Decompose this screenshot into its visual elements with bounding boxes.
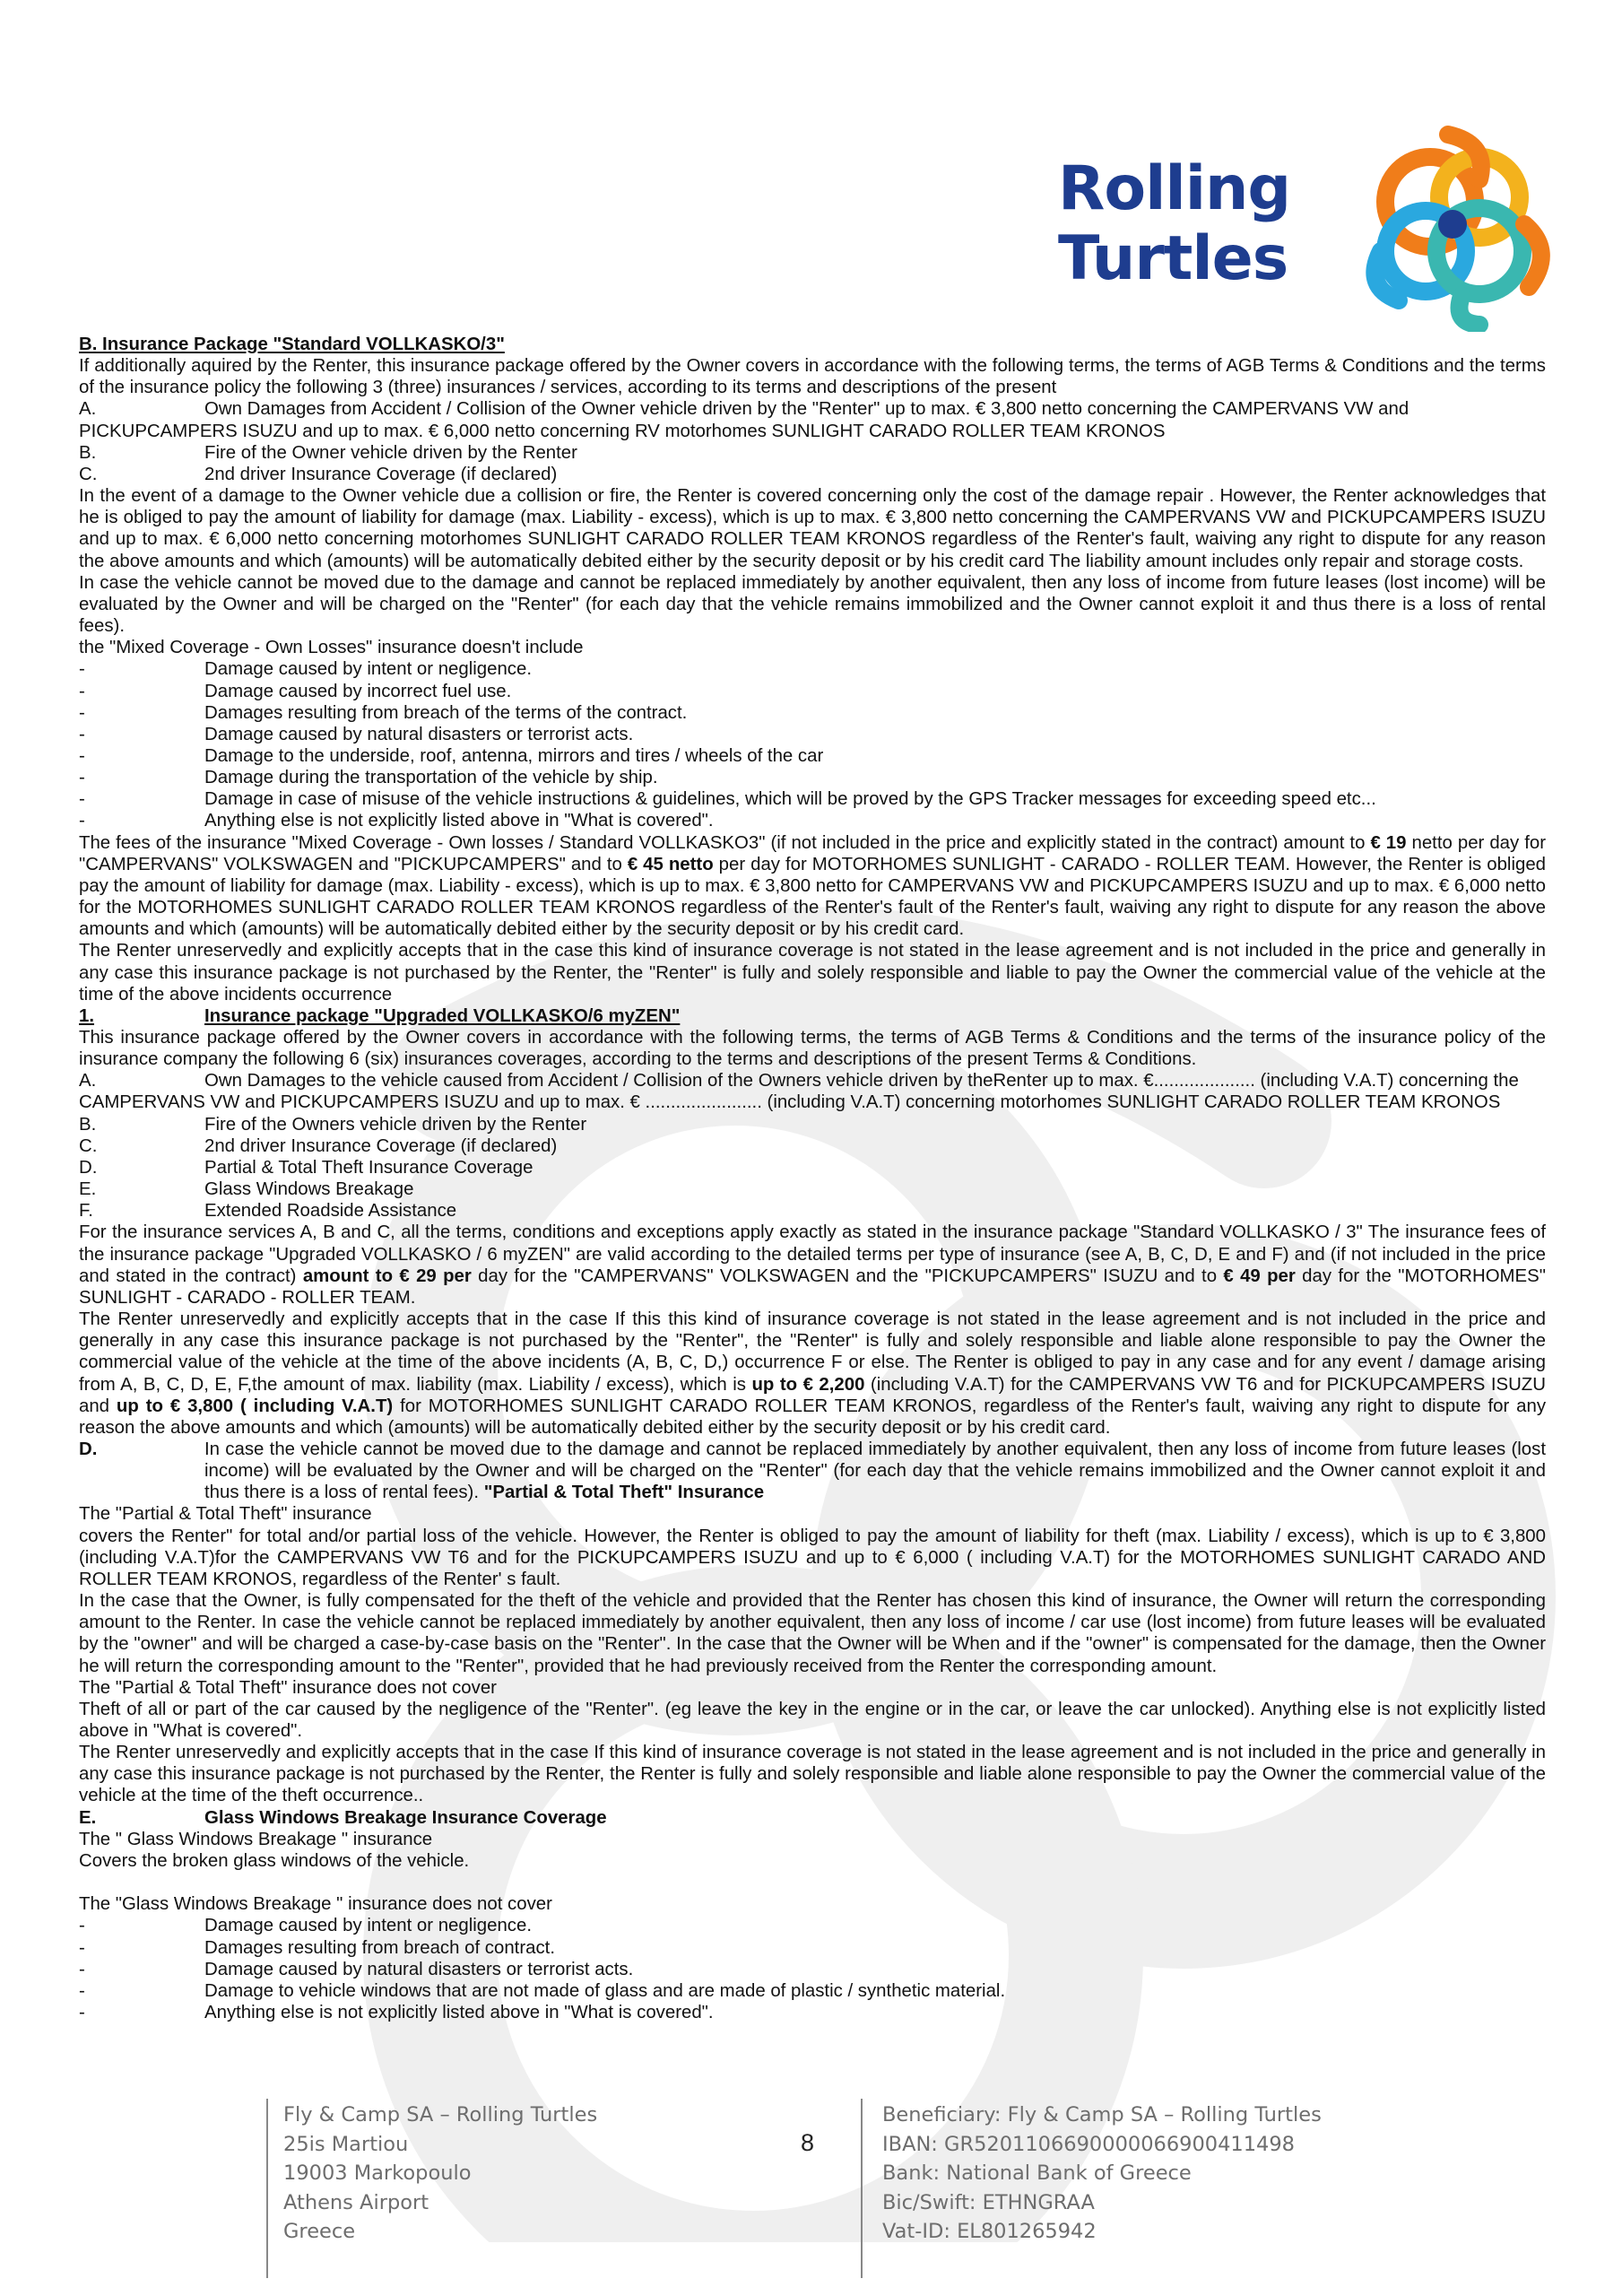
list-continuation: PICKUPCAMPERS ISUZU and up to max. € 6,000 netto concerning RV motorhomes SUNLIGHT CARADO ROLLER TEAM KRONOS bbox=[79, 421, 1166, 441]
paragraph-event: In the event of a damage to the Owner vehicle due a collision or fire, the Renter is covered concerning only the cost of the damage repair . However, the Renter acknowledges that he is obliged to pay the amount of liability for damage (max. Liability - excess), which is up to max. € 3,800 netto concerning the CAMPERVANS VW and PICKUPCAMPERS ISUZU and up to max. € 6,000 netto concerning motorhomes SUNLIGHT CARADO ROLLER TEAM KRONOS regardless of the Renter's fault, waiving any right to dispute for any reason the above amounts and which (amounts) will be automatically debited either by the security deposit or by his credit card The liability amount includes only repair and storage costs. bbox=[79, 486, 1546, 571]
exclusion-list bbox=[79, 658, 1546, 831]
bold-run: "Partial & Total Theft" Insurance bbox=[483, 1483, 765, 1503]
paragraph-intro: If additionally aquired by the Renter, this insurance package offered by the Owner covers in accordance with the following terms, the terms of AGB Terms & Conditions and the terms of the insurance policy the following 3 (three) insurances / services, according to its terms and descriptions of the present bbox=[79, 356, 1546, 398]
theft-heading: The "Partial & Total Theft" insurance bbox=[79, 1504, 372, 1525]
list-item bbox=[79, 658, 1546, 680]
list-item bbox=[79, 1915, 1546, 1936]
list-item bbox=[79, 1070, 1546, 1091]
bold-run: € 19 bbox=[1370, 832, 1407, 853]
list-item bbox=[79, 1135, 1546, 1157]
list-text: Damages resulting from breach of contract. bbox=[204, 1937, 555, 1958]
list-text: Fire of the Owners vehicle driven by the Renter bbox=[204, 1114, 587, 1135]
paragraph-fees bbox=[79, 832, 1546, 941]
bold-run: up to € 3,800 ( including V.A.T) bbox=[116, 1396, 394, 1416]
list-marker: - bbox=[79, 1937, 85, 1958]
bold-run: up to € 2,200 bbox=[751, 1374, 865, 1395]
spacer bbox=[79, 1872, 1546, 1893]
list-marker: C. bbox=[79, 464, 98, 484]
list-text: Damage caused by incorrect fuel use. bbox=[204, 681, 512, 701]
logo-mark-icon bbox=[1345, 117, 1560, 332]
paragraph-moved: In case the vehicle cannot be moved due to the damage and cannot be replaced immediately by another equivalent, then any loss of income from future leases (lost income) will be evaluated by the Owner and will be charged on the "Renter" (for each day that the vehicle remains immobilized and the Owner cannot exploit it and thus there is a loss of rental fees). bbox=[79, 572, 1546, 637]
heading-text: Glass Windows Breakage Insurance Coverage bbox=[204, 1807, 607, 1828]
bold-run: € 45 netto bbox=[627, 854, 714, 874]
list-text: Fire of the Owner vehicle driven by the Renter bbox=[204, 442, 577, 463]
section-1-heading bbox=[79, 1005, 1546, 1027]
list-item bbox=[79, 1114, 1546, 1135]
glass-exclusion-list bbox=[79, 1915, 1546, 2023]
list-item bbox=[79, 788, 1546, 810]
address-line: Athens Airport bbox=[283, 2190, 429, 2214]
section-d bbox=[79, 1439, 1546, 1503]
paragraph-package: This insurance package offered by the Owner covers in accordance with the following terms, the terms of AGB Terms & Conditions and the terms of the insurance policy of the insurance company the following 6 (six) insurances coverages, according to the terms and descriptions of the present Terms & Conditions. bbox=[79, 1028, 1546, 1070]
text-run: In case the vehicle cannot be moved due to the damage and cannot be replaced immediately by another equivalent, then any loss of income from future leases (lost income) will be evaluated by the Owner and will be charged on the "Renter" (for each day that the vehicle remains immobilized and the Owner cannot exploit it and thus there is a loss of rental fees). bbox=[204, 1439, 1546, 1503]
page-number: 8 bbox=[801, 2129, 815, 2156]
bank-line: Bic/Swift: ETHNGRAA bbox=[882, 2190, 1095, 2214]
list-marker: - bbox=[79, 811, 85, 831]
page-footer bbox=[0, 2099, 1622, 2278]
bank-line: IBAN: GR5201106690000066900411498 bbox=[882, 2132, 1295, 2156]
paragraph-services bbox=[79, 1222, 1546, 1309]
logo-line-1: Rolling bbox=[1058, 153, 1291, 224]
text-run: day for the "CAMPERVANS" VOLKSWAGEN and the "PICKUPCAMPERS" ISUZU and to bbox=[471, 1265, 1224, 1286]
list-item bbox=[79, 745, 1546, 767]
list-marker: - bbox=[79, 789, 85, 810]
list-item bbox=[79, 1937, 1546, 1959]
list-text: Damage to the underside, roof, antenna, mirrors and tires / wheels of the car bbox=[204, 745, 824, 766]
list-text bbox=[204, 1439, 1546, 1503]
logo-line-2: Turtles bbox=[1058, 223, 1288, 294]
list-marker: B. bbox=[79, 1114, 97, 1135]
list-item bbox=[79, 464, 1546, 485]
section-b-heading: B. Insurance Package "Standard VOLLKASKO/3" bbox=[79, 335, 505, 354]
list-item bbox=[79, 1980, 1546, 2002]
bank-line: Vat-ID: EL801265942 bbox=[882, 2220, 1097, 2243]
glass-not-cover: The "Glass Windows Breakage " insurance does not cover bbox=[79, 1894, 552, 1915]
heading-text: Insurance package "Upgraded VOLLKASKO/6 myZEN" bbox=[204, 1005, 681, 1026]
list-text: Damage in case of misuse of the vehicle instructions & guidelines, which will be proved by the GPS Tracker messages for exceeding speed etc... bbox=[204, 789, 1376, 810]
address-line: Fly & Camp SA – Rolling Turtles bbox=[283, 2103, 598, 2126]
list-text: Own Damages from Accident / Collision of the Owner vehicle driven by the "Renter" up to max. € 3,800 netto concerning the CAMPERVANS VW and bbox=[204, 399, 1409, 420]
list-text: Anything else is not explicitly listed above in "What is covered". bbox=[204, 2003, 714, 2023]
bank-line: Bank: National Bank of Greece bbox=[882, 2161, 1192, 2185]
list-text: Anything else is not explicitly listed above in "What is covered". bbox=[204, 811, 714, 831]
list-item bbox=[79, 442, 1546, 464]
list-text: Damage caused by natural disasters or terrorist acts. bbox=[204, 724, 634, 744]
text-run: The fees of the insurance "Mixed Coverage - Own losses / Standard VOLLKASKO3" (if not included in the price and explicitly stated in the contract) amount to bbox=[79, 832, 1371, 853]
text-run: (including V.A.T) for the CAMPERVANS VW T6 and for PICKUPCAMPERS ISUZU and bbox=[79, 1374, 1546, 1416]
list-item bbox=[79, 1157, 1546, 1178]
footer-divider bbox=[861, 2099, 863, 2278]
address-line: 25is Martiou bbox=[283, 2132, 409, 2156]
paragraph-compensation: In the case that the Owner, is fully compensated for the theft of the vehicle and provided that the Renter has chosen this kind of insurance, the Owner will return the corresponding amount to the Renter. In case the vehicle cannot be replaced immediately by another equivalent, then any loss of income / car use (lost income) from future leases will be evaluated by the "owner" and will be charged a case-by-case basis on the "Renter". In the case that the Owner will be When and if the "owner" is compensated for the damage, then the Owner he will return the corresponding amount to the "Renter", provided that he had previously received from the Renter the corresponding amount. bbox=[79, 1591, 1546, 1676]
footer-divider bbox=[266, 2099, 268, 2278]
list-marker: - bbox=[79, 702, 85, 723]
list-marker: A. bbox=[79, 399, 97, 420]
list-marker: D. bbox=[79, 1439, 98, 1459]
list-marker: F. bbox=[79, 1201, 93, 1222]
list-text: 2nd driver Insurance Coverage (if declared) bbox=[204, 464, 558, 484]
address-line: Greece bbox=[283, 2220, 356, 2243]
list-text: Damage caused by intent or negligence. bbox=[204, 1916, 533, 1936]
text-run: per day for MOTORHOMES SUNLIGHT - CARADO - ROLLER TEAM. However, the Renter is obliged pay the amount of liability for damage (max. Liability - excess), which is up to max. € 3,800 netto for CAMPERVANS VW and PICKUPCAMPERS ISUZU and up to max. € 6,000 netto for the MOTORHOMES SUNLIGHT CARADO ROLLER TEAM KRONOS regardless of the Renter's fault of the Renter's fault, waiving any right to dispute for any reason the above amounts and which (amounts) will be automatically debited either by the security deposit or by his credit card. bbox=[79, 854, 1547, 940]
list-item bbox=[79, 1178, 1546, 1200]
paragraph-negligence: Theft of all or part of the car caused by the negligence of the "Renter". (eg leave the key in the engine or in the car, or leave the car unlocked). Anything else is not explicitly listed above in "What is covered". bbox=[79, 1699, 1546, 1741]
heading-marker: E. bbox=[79, 1807, 97, 1828]
list-text: Glass Windows Breakage bbox=[204, 1179, 414, 1200]
list-text: Damage caused by intent or negligence. bbox=[204, 659, 533, 680]
bank-details bbox=[882, 2100, 1322, 2247]
list-marker: - bbox=[79, 724, 85, 744]
list-item bbox=[79, 1200, 1546, 1222]
list-marker: - bbox=[79, 1959, 85, 1979]
document-body bbox=[79, 334, 1546, 2023]
company-address bbox=[283, 2100, 597, 2247]
list-text: Damage to vehicle windows that are not made of glass and are made of plastic / synthetic material. bbox=[204, 1980, 1006, 2001]
paragraph-theft: covers the Renter" for total and/or partial loss of the vehicle. However, the Renter is obliged to pay the amount of liability for theft (max. Liability / excess), which is up to € 3,800 (including V.A.T)for the CAMPERVANS VW T6 and for the PICKUPCAMPERS ISUZU and up to € 6,000 ( including V.A.T) for the MOTORHOMES SUNLIGHT CARADO AND ROLLER TEAM KRONOS, regardless of the Renter' s fault. bbox=[79, 1526, 1546, 1589]
theft-not-cover: The "Partial & Total Theft" insurance does not cover bbox=[79, 1677, 497, 1698]
glass-heading: The " Glass Windows Breakage " insurance bbox=[79, 1829, 433, 1849]
list-item bbox=[79, 1959, 1546, 1980]
glass-covers: Covers the broken glass windows of the vehicle. bbox=[79, 1850, 470, 1871]
list-item bbox=[79, 398, 1546, 420]
list-text: 2nd driver Insurance Coverage (if declared) bbox=[204, 1135, 558, 1156]
bold-run: € 49 per bbox=[1223, 1265, 1296, 1286]
paragraph-unreserved-1: The Renter unreservedly and explicitly accepts that in the case this kind of insurance coverage is not stated in the lease agreement and is not included in the price and generally in any case this insurance package is not purchased by the Renter, the "Renter" is fully and solely responsible and liable to pay the Owner the commercial value of the vehicle at the time of the above incidents occurrence bbox=[79, 941, 1546, 1004]
text-run: for MOTORHOMES SUNLIGHT CARADO ROLLER TEAM KRONOS, regardless of the Renter's fault, waiving any right to dispute for any reason the above amounts and which (amounts) will be automatically debited either by the security deposit or by his credit card. bbox=[79, 1396, 1547, 1438]
list-item bbox=[79, 724, 1546, 745]
paragraph-unreserved-3: The Renter unreservedly and explicitly accepts that in the case If this kind of insurance coverage is not stated in the lease agreement and is not included in the price and generally in any case this insurance package is not purchased by the Renter, the Renter is fully and solely responsible and liable alone responsible to pay the Owner the commercial value of the vehicle at the time of the theft occurrence.. bbox=[79, 1743, 1546, 1806]
address-line: 19003 Markopoulo bbox=[283, 2161, 472, 2185]
list-marker: - bbox=[79, 768, 85, 788]
list-marker: A. bbox=[79, 1071, 97, 1091]
list-marker: - bbox=[79, 1980, 85, 2001]
heading-marker: 1. bbox=[79, 1005, 95, 1026]
list-text: Partial & Total Theft Insurance Coverage bbox=[204, 1157, 533, 1178]
list-text: Own Damages to the vehicle caused from Accident / Collision of the Owners vehicle driven by theRenter up to max. €.................... (including V.A.T) concerning the bbox=[204, 1071, 1519, 1091]
list-item bbox=[79, 767, 1546, 788]
text-run: day for the "MOTORHOMES" SUNLIGHT - CARADO - ROLLER TEAM. bbox=[79, 1265, 1546, 1308]
list-text: Damage during the transportation of the vehicle by ship. bbox=[204, 768, 658, 788]
list-item bbox=[79, 681, 1546, 702]
company-logo bbox=[1058, 117, 1560, 332]
text-run: netto per day for "CAMPERVANS" VOLKSWAGEN and "PICKUPCAMPERS" and to bbox=[79, 832, 1547, 874]
list-continuation: CAMPERVANS VW and PICKUPCAMPERS ISUZU and up to max. € ....................... (including V.A.T) concerning motorhomes SUNLIGHT CARADO ROLLER TEAM KRONOS bbox=[79, 1092, 1501, 1113]
list-marker: - bbox=[79, 681, 85, 701]
text-run: The Renter unreservedly and explicitly accepts that in the case If this this kind of insurance coverage is not stated in the lease agreement and is not included in the price and generally in any case this insurance package is not purchased by the "Renter", the "Renter" is fully and solely responsible and liable alone responsible to pay the Owner the commercial value of the vehicle at the time of the above incidents (A, B, C, D,) occurrence F or else. The Renter is obliged to pay in any case and for any event / damage arising from A, B, C, D, E, F,the amount of max. liability (max. Liability / excess), which is bbox=[79, 1309, 1546, 1395]
bank-line: Beneficiary: Fly & Camp SA – Rolling Turtles bbox=[882, 2103, 1322, 2126]
paragraph-unreserved-2 bbox=[79, 1309, 1546, 1439]
list-marker: E. bbox=[79, 1179, 97, 1200]
list-marker: - bbox=[79, 659, 85, 680]
list-item bbox=[79, 2002, 1546, 2023]
list-marker: D. bbox=[79, 1157, 98, 1178]
text-run: For the insurance services A, B and C, all the terms, conditions and exceptions apply exactly as stated in the insurance package "Standard VOLLKASKO / 3" The insurance fees of the insurance package "Upgraded VOLLKASKO / 6 myZEN" are valid according to the detailed terms per type of insurance (see A, B, C, D, E and F) and (if not included in the price and stated in the contract) bbox=[79, 1222, 1546, 1286]
list-marker: B. bbox=[79, 442, 97, 463]
bold-run: amount to € 29 per bbox=[302, 1265, 472, 1286]
list-marker: - bbox=[79, 1916, 85, 1936]
list-marker: C. bbox=[79, 1135, 98, 1156]
list-item bbox=[79, 702, 1546, 724]
list-text: Damage caused by natural disasters or terrorist acts. bbox=[204, 1959, 634, 1979]
list-text: Extended Roadside Assistance bbox=[204, 1201, 457, 1222]
section-e-heading bbox=[79, 1807, 1546, 1829]
list-marker: - bbox=[79, 2003, 85, 2023]
list-item bbox=[79, 810, 1546, 831]
list-text: Damages resulting from breach of the terms of the contract. bbox=[204, 702, 688, 723]
list-marker: - bbox=[79, 745, 85, 766]
paragraph-mixed: the "Mixed Coverage - Own Losses" insurance doesn't include bbox=[79, 638, 584, 658]
